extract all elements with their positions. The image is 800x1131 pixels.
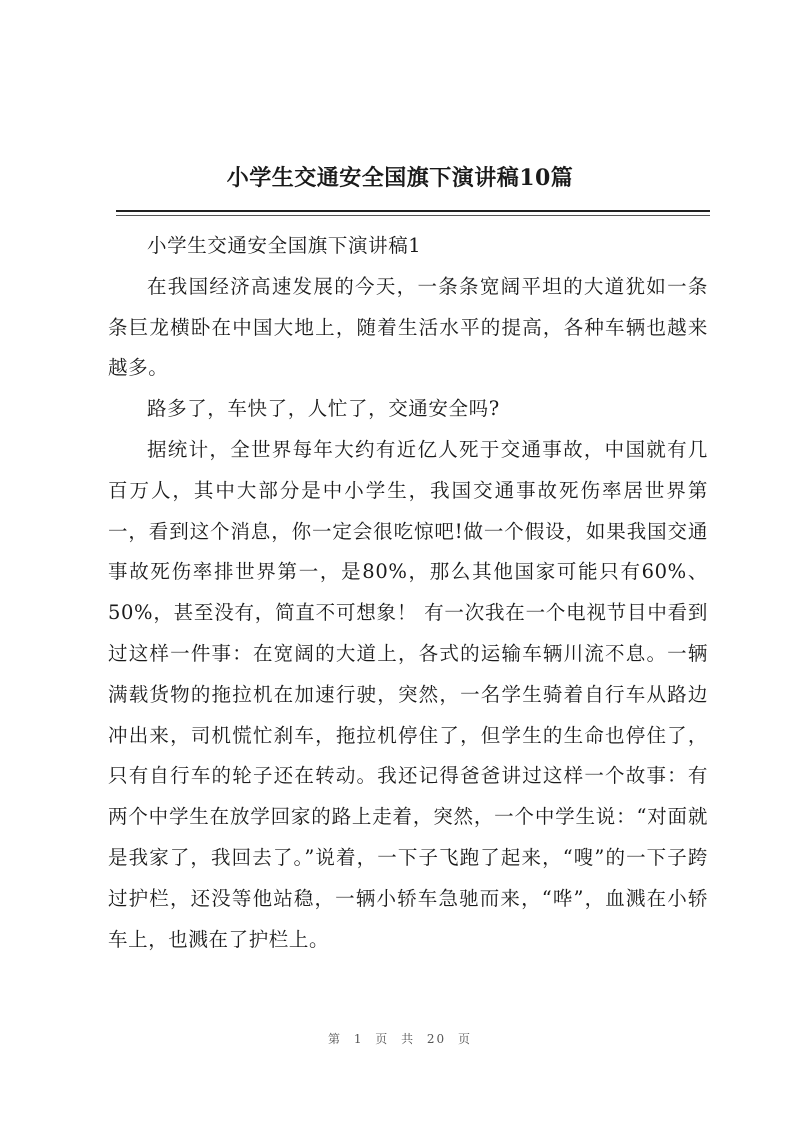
paragraph: 在我国经济高速发展的今天，一条条宽阔平坦的大道犹如一条条巨龙横卧在中国大地上，随着生活水平的提高，各种车辆也越来越多。 (108, 274, 708, 380)
section-heading: 小学生交通安全国旗下演讲稿1 (147, 234, 422, 257)
title-divider-thin (116, 215, 710, 216)
document-body (108, 226, 708, 960)
document-title: 小学生交通安全国旗下演讲稿10篇 (226, 165, 574, 191)
paragraph: 路多了，车快了，人忙了，交通安全吗? (147, 397, 500, 421)
paragraph: 据统计，全世界每年大约有近亿人死于交通事故，中国就有几百万人，其中大部分是中小学生，我国交通事故死伤率居世界第一，看到这个消息，你一定会很吃惊吧!做一个假设，如果我国交通事故死伤率排世界第一，是80%，那么其他国家可能只有60%、50%，甚至没有，简直不可想象！ 有一次我在一个电视节目中看到过这样一件事：在宽阔的大道上，各式的运输车辆川流不息。一辆满载货物的拖拉机在加速行驶，突然，一名学生骑着自行车从路边冲出来，司机慌忙刹车，拖拉机停住了，但学生的生命也停住了，只有自行车的轮子还在转动。我还记得爸爸讲过这样一个故事：有两个中学生在放学回家的路上走着，突然，一个中学生说：“对面就是我家了，我回去了。”说着，一下子飞跑了起来，“嗖”的一下子跨过护栏，还没等他站稳，一辆小轿车急驰而来，“哗”，血溅在小轿车上，也溅在了护栏上。 (108, 437, 708, 951)
page-number-footer: 第 1 页 共 20 页 (328, 1032, 472, 1046)
title-divider (116, 210, 710, 212)
